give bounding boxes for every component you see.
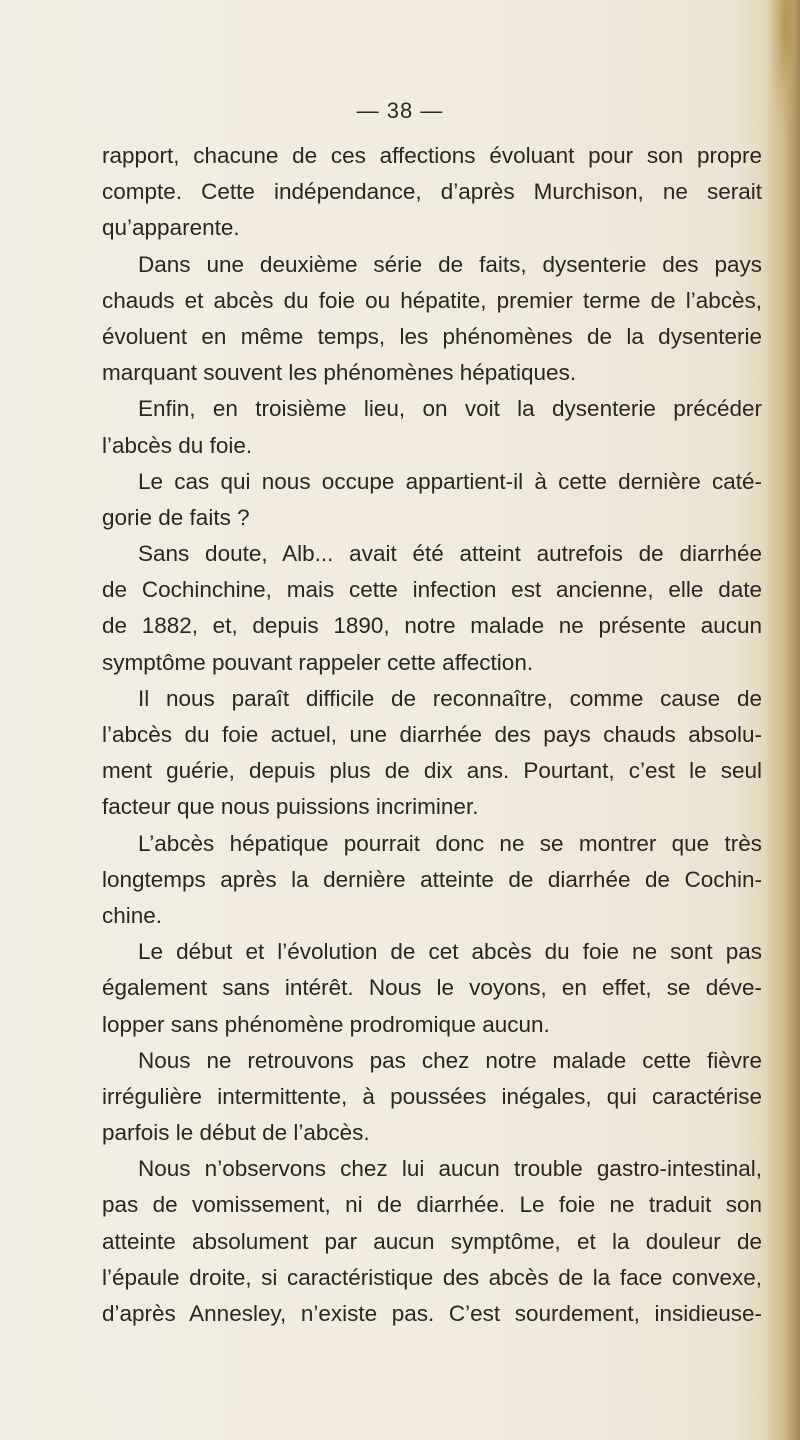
text-line: marquant souvent les phénomènes hépatiques. bbox=[102, 360, 577, 386]
text-line: Nous ne retrouvons pas chez notre malade cette fièvre bbox=[138, 1047, 762, 1073]
text-line: ment guérie, depuis plus de dix ans. Pourtant, c’est le seul bbox=[102, 758, 762, 784]
text-line: évoluent en même temps, les phénomènes de la dysenterie bbox=[102, 323, 762, 349]
text-line: d’après Annesley, n’existe pas. C’est sourdement, insidieuse- bbox=[102, 1301, 762, 1326]
text-line: symptôme pouvant rappeler cette affection. bbox=[102, 649, 534, 675]
text-line: gorie de faits ? bbox=[102, 504, 250, 530]
text-line: atteinte absolument par aucun symptôme, et la douleur de bbox=[102, 1228, 762, 1254]
page-edge-shadow bbox=[764, 0, 800, 1440]
text-line: chauds et abcès du foie ou hépatite, premier terme de l’abcès, bbox=[102, 287, 762, 313]
text-line: Il nous paraît difficile de reconnaître, comme cause de bbox=[138, 685, 762, 711]
text-line: facteur que nous puissions incriminer. bbox=[102, 794, 479, 820]
text-line: l’épaule droite, si caractéristique des abcès de la face convexe, bbox=[102, 1264, 762, 1290]
body-text bbox=[102, 138, 762, 1332]
page-number: — 38 — bbox=[356, 98, 444, 123]
text-line: irrégulière intermittente, à poussées inégales, qui caractérise bbox=[102, 1083, 762, 1109]
text-line: pas de vomissement, ni de diarrhée. Le foie ne traduit son bbox=[102, 1192, 762, 1218]
text-line: lopper sans phénomène prodromique aucun. bbox=[102, 1011, 550, 1037]
text-line: chine. bbox=[102, 902, 163, 928]
text-line: Le cas qui nous occupe appartient-il à cette dernière caté- bbox=[138, 468, 762, 494]
text-line: l’abcès du foie actuel, une diarrhée des pays chauds absolu- bbox=[102, 722, 762, 747]
text-line: de Cochinchine, mais cette infection est ancienne, elle date bbox=[102, 577, 762, 603]
text-line: parfois le début de l’abcès. bbox=[102, 1120, 370, 1146]
text-line: Le début et l’évolution de cet abcès du foie ne sont pas bbox=[138, 939, 762, 965]
text-line: Dans une deuxième série de faits, dysenterie des pays bbox=[138, 251, 762, 277]
text-line: rapport, chacune de ces affections évoluant pour son propre bbox=[102, 143, 762, 168]
text-line: L’abcès hépatique pourrait donc ne se montrer que très bbox=[138, 830, 762, 856]
text-line: longtemps après la dernière atteinte de diarrhée de Cochin- bbox=[102, 866, 762, 892]
text-line: Sans doute, Alb... avait été atteint autrefois de diarrhée bbox=[138, 541, 762, 567]
text-line: compte. Cette indépendance, d’après Murchison, ne serait bbox=[102, 179, 762, 205]
text-line: l’abcès du foie. bbox=[102, 432, 253, 458]
text-line: Nous n’observons chez lui aucun trouble gastro-intestinal, bbox=[138, 1156, 762, 1182]
text-line: qu’apparente. bbox=[102, 215, 240, 241]
text-line: de 1882, et, depuis 1890, notre malade ne présente aucun bbox=[102, 613, 762, 639]
text-line: Enfin, en troisième lieu, on voit la dysenterie précéder bbox=[138, 396, 762, 422]
text-line: également sans intérêt. Nous le voyons, en effet, se déve- bbox=[102, 975, 762, 1001]
